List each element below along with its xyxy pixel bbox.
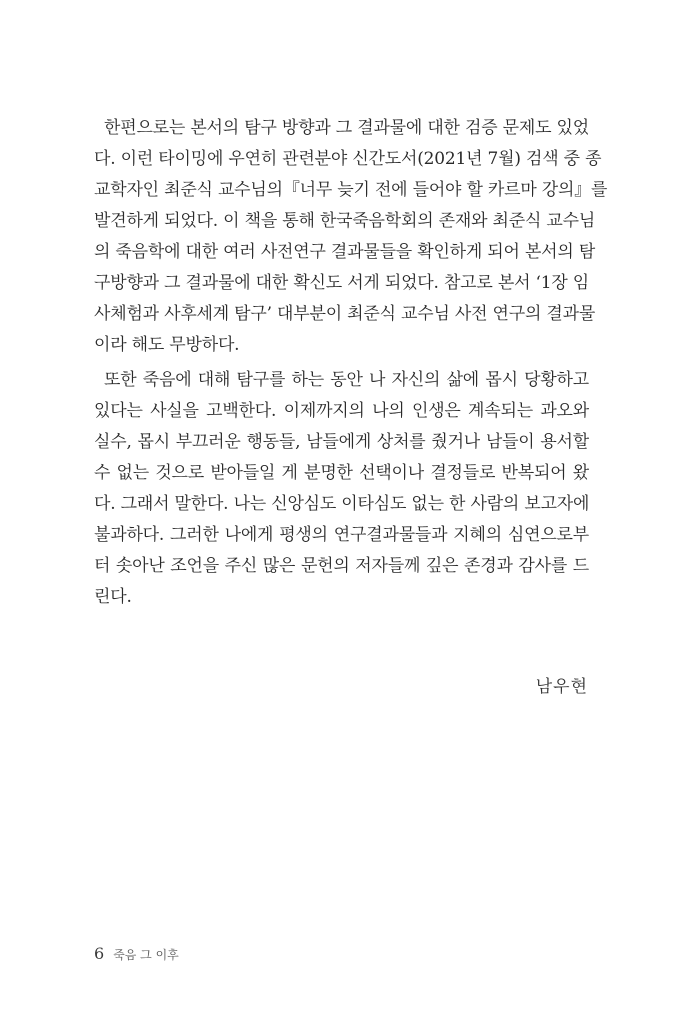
text-line: 다. 그래서 말한다. 나는 신앙심도 이타심도 없는 한 사람의 보고자에 xyxy=(94,494,590,514)
author-signature: 남우현 xyxy=(535,677,588,697)
text-line: 있다는 사실을 고백한다. 이제까지의 나의 인생은 계속되는 과오와 xyxy=(94,401,589,421)
paragraph-2 xyxy=(94,365,589,613)
text-line: 사체험과 사후세계 탐구’ 대부분이 최준식 교수님 사전 연구의 결과물 xyxy=(94,304,596,324)
body-text xyxy=(94,113,608,613)
text-line: 린다. xyxy=(94,587,132,607)
running-title: 죽음 그 이후 xyxy=(113,948,179,962)
text-line: 한편으로는 본서의 탐구 방향과 그 결과물에 대한 검증 문제도 있었 xyxy=(104,118,589,138)
text-line: 수 없는 것으로 받아들일 게 분명한 선택이나 결정들로 반복되어 왔 xyxy=(94,463,589,483)
page-footer xyxy=(94,944,179,963)
text-line: 구방향과 그 결과물에 대한 확신도 서게 되었다. 참고로 본서 ‘1장 임 xyxy=(94,273,589,293)
page-number: 6 xyxy=(94,944,105,963)
text-line: 이라 해도 무방하다. xyxy=(94,335,240,355)
text-line: 불과하다. 그러한 나에게 평생의 연구결과물들과 지혜의 심연으로부 xyxy=(94,525,589,545)
paragraph-1 xyxy=(94,113,608,361)
text-line: 실수, 몹시 부끄러운 행동들, 남들에게 상처를 줬거나 남들이 용서할 xyxy=(94,432,589,452)
text-line: 의 죽음학에 대한 여러 사전연구 결과물들을 확인하게 되어 본서의 탐 xyxy=(94,242,596,262)
text-line: 다. 이런 타이밍에 우연히 관련분야 신간도서(2021년 7월) 검색 중 종 xyxy=(94,149,602,169)
text-line: 발견하게 되었다. 이 책을 통해 한국죽음학회의 존재와 최준식 교수님 xyxy=(94,211,596,231)
text-line: 또한 죽음에 대해 탐구를 하는 동안 나 자신의 삶에 몹시 당황하고 xyxy=(104,370,589,390)
text-line: 교학자인 최준식 교수님의『너무 늦기 전에 들어야 할 카르마 강의』를 xyxy=(94,180,608,200)
text-line: 터 솟아난 조언을 주신 많은 문헌의 저자들께 깊은 존경과 감사를 드 xyxy=(94,556,589,576)
